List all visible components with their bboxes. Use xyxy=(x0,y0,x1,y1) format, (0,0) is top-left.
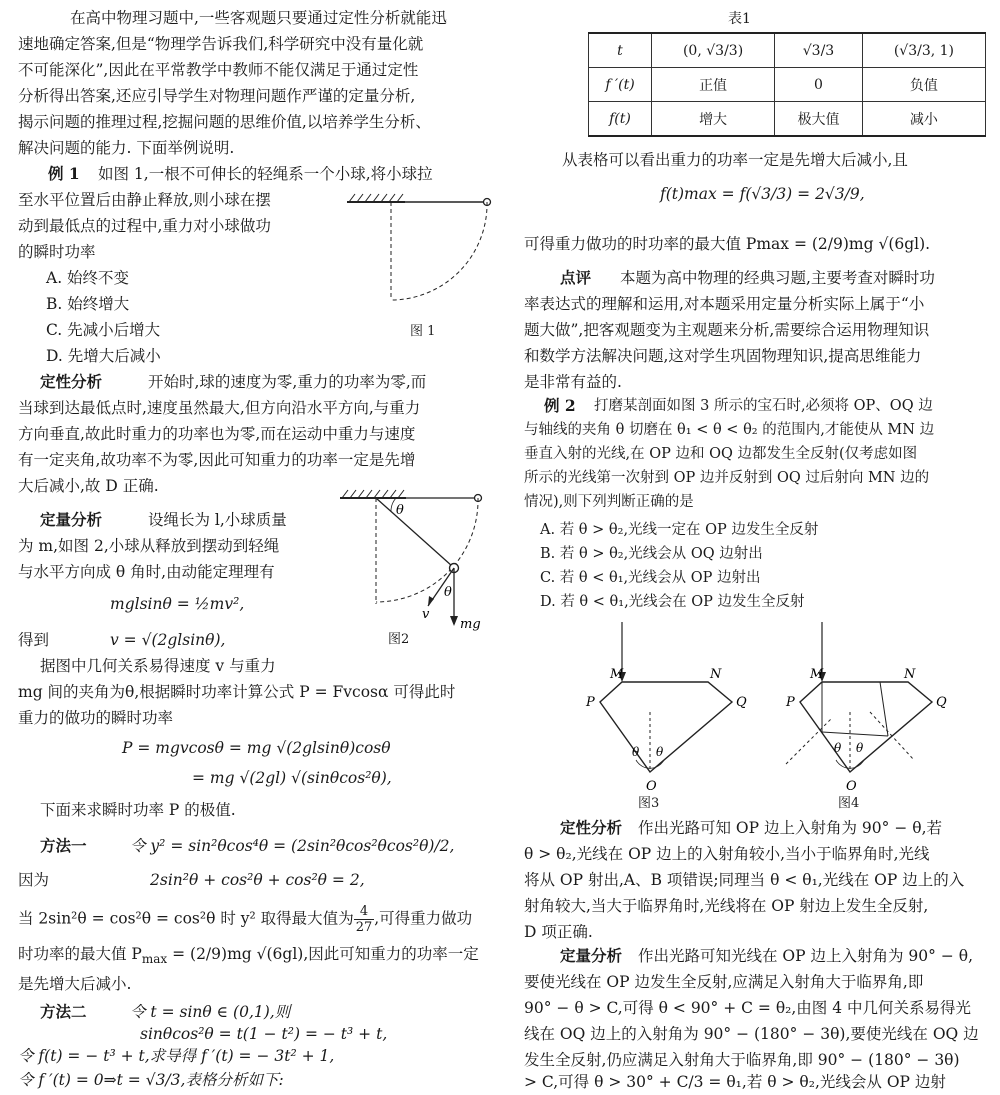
qualitative-text: θ > θ₂,光线在 OP 边上的入射角较小,当小于临界角时,光线 xyxy=(524,845,930,863)
pmax-conclusion: 是先增大后减小. xyxy=(18,975,132,993)
example-1-text: 至水平位置后由静止释放,则小球在摆 xyxy=(18,191,271,209)
equation-power-2: = mg √(2gl) √(sinθcos²θ), xyxy=(192,769,392,787)
table-cell: 极大值 xyxy=(775,102,863,137)
qualitative-text: 将从 OP 射出,A、B 项错误;同理当 θ < θ₁,光线在 OP 边上的入 xyxy=(524,871,965,889)
option-c: C. 先减小后增大 xyxy=(46,321,161,339)
max-condition-b: ,可得重力做功 xyxy=(374,909,473,928)
comment-text: 和数学方法解决问题,这对学生巩固物理知识,提高思维能力 xyxy=(524,347,922,365)
table-header-cell: √3/3 xyxy=(775,33,863,68)
quantitative-text: 设绳长为 l,小球质量 xyxy=(148,511,287,529)
option-b: B. 若 θ > θ₂,光线会从 OQ 边射出 xyxy=(540,546,763,562)
qualitative-text: 有一定夹角,故功率不为零,因此可知重力的功率一定是先增 xyxy=(18,451,416,469)
geometry-text: mg 间的夹角为θ,根据瞬时功率计算公式 P = Fvcosα 可得此时 xyxy=(18,683,456,701)
figure-2-gravity-label: mg xyxy=(460,617,481,632)
fraction-denominator: 27 xyxy=(355,920,373,935)
intro-line: 解决问题的能力. 下面举例说明. xyxy=(18,139,235,157)
comment-text: 本题为高中物理的经典习题,主要考查对瞬时功 xyxy=(620,269,935,287)
table-cell: 减小 xyxy=(862,102,985,137)
table-cell: f(t) xyxy=(589,102,652,137)
qualitative-label: 定性分析 xyxy=(560,818,623,837)
intro-line: 不可能深化”,因此在平常教学中教师不能仅满足于通过定性 xyxy=(18,61,419,79)
figure-2-theta-label: θ xyxy=(396,503,404,518)
example-2-text: 所示的光线第一次射到 OP 边并反射到 OQ 过后射向 MN 边的 xyxy=(524,470,930,486)
quantitative-text: 与水平方向成 θ 角时,由动能定理理有 xyxy=(18,563,275,581)
max-condition-text xyxy=(18,904,472,935)
method-2-label: 方法二 xyxy=(40,1002,87,1021)
quantitative-text: 要使光线在 OP 边发生全反射,应满足入射角大于临界角,即 xyxy=(524,973,924,991)
comment-text: 是非常有益的. xyxy=(524,373,622,391)
figure-4-theta: θ xyxy=(834,741,842,755)
table-cell: 负值 xyxy=(862,68,985,102)
figure-3-label-p: P xyxy=(586,695,595,710)
table-row xyxy=(589,102,986,137)
quantitative-text: > C,可得 θ > 30° + C/3 = θ₁,若 θ > θ₂,光线会从 OP 边射 xyxy=(524,1073,946,1091)
fmax-equation: f(t)max = f(√3/3) = 2√3/9, xyxy=(660,185,865,203)
qualitative-text: 当球到达最低点时,速度虽然最大,但方向沿水平方向,与重力 xyxy=(18,399,421,417)
quantitative-text: 线在 OQ 边上的入射角为 90° − (180° − 3θ),要使光线在 OQ 边 xyxy=(524,1025,979,1043)
table-cell: 0 xyxy=(775,68,863,102)
figure-4-theta: θ xyxy=(856,741,864,755)
figure-4-label-p: P xyxy=(786,695,795,710)
method-2-equation-3: 令 f(t) = − t³ + t,求导得 f ′(t) = − 3t² + 1, xyxy=(18,1047,335,1065)
figures-3-4 xyxy=(570,620,970,810)
figure-4-label-n: N xyxy=(904,667,916,682)
intro-line: 速地确定答案,但是“物理学告诉我们,科学研究中没有量化就 xyxy=(18,35,424,53)
figure-3 xyxy=(585,622,747,794)
table-header-cell: t xyxy=(589,33,652,68)
comment-text: 题大做”,把客观题变为主观题来分析,需要综合运用物理知识 xyxy=(524,321,930,339)
intro-line: 分析得出答案,还应引导学生对物理问题作严谨的定量分析, xyxy=(18,87,416,105)
figure-4-label-q: Q xyxy=(936,695,947,710)
figure-3-caption: 图3 xyxy=(638,796,660,811)
pmax-equation: 可得重力做功的时功率的最大值 Pmax = (2/9)mg √(6gl). xyxy=(524,235,931,253)
derivative-table xyxy=(588,32,986,137)
qualitative-text: 大后减小,故 D 正确. xyxy=(18,477,159,495)
figure-3-label-n: N xyxy=(710,667,722,682)
extreme-value-text: 下面来求瞬时功率 P 的极值. xyxy=(40,801,236,819)
method-2-equation: 令 t = sinθ ∈ (0,1),则 xyxy=(130,1003,291,1021)
method-2-equation-2: sinθcos²θ = t(1 − t²) = − t³ + t, xyxy=(140,1025,388,1043)
figure-3-label-m: M xyxy=(610,667,624,682)
equation-velocity: v = √(2glsinθ), xyxy=(110,631,226,649)
comment-text: 率表达式的理解和运用,对本题采用定量分析实际上属于“小 xyxy=(524,295,925,313)
table-row xyxy=(589,68,986,102)
option-c: C. 若 θ < θ₁,光线会从 OP 边射出 xyxy=(540,570,761,586)
table-title: 表1 xyxy=(728,11,751,27)
figure-4-caption: 图4 xyxy=(838,796,860,811)
qualitative-text: 射角较大,当大于临界角时,光线将在 OP 射边上发生全反射, xyxy=(524,897,929,915)
quantitative-label: 定量分析 xyxy=(560,946,623,965)
figure-2-caption: 图2 xyxy=(388,632,410,647)
method-1-equation: 令 y² = sin²θcos⁴θ = (2sin²θcos²θcos²θ)/2, xyxy=(130,837,455,855)
comment-label: 点评 xyxy=(560,268,592,287)
quantitative-label: 定量分析 xyxy=(40,510,103,529)
qualitative-label: 定性分析 xyxy=(40,372,103,391)
geometry-text: 据图中几何关系易得速度 v 与重力 xyxy=(40,657,276,675)
option-d: D. 先增大后减小 xyxy=(46,347,161,365)
example-2-text: 情况),则下列判断正确的是 xyxy=(524,494,694,510)
pmax-text-b: = (2/9)mg √(6gl),因此可知重力的功率一定 xyxy=(172,945,479,963)
example-2-label: 例 2 xyxy=(544,396,576,415)
equation-power: P = mgvcosθ = mg √(2glsinθ)cosθ xyxy=(122,739,391,757)
option-d: D. 若 θ < θ₁,光线会在 OP 边发生全反射 xyxy=(540,594,805,610)
option-a: A. 若 θ > θ₂,光线一定在 OP 边发生全反射 xyxy=(540,522,819,538)
table-row xyxy=(589,33,986,68)
qualitative-text: 作出光路可知 OP 边上入射角为 90° − θ,若 xyxy=(638,819,942,837)
figure-1-caption: 图 1 xyxy=(410,324,436,339)
equation-energy: mglsinθ = ½mv², xyxy=(110,595,245,613)
quantitative-text: 作出光路可知光线在 OP 边上入射角为 90° − θ, xyxy=(638,947,973,965)
example-2-text: 打磨某剖面如图 3 所示的宝石时,必须将 OP、OQ 边 xyxy=(594,398,933,414)
quantitative-text: 为 m,如图 2,小球从释放到摆动到轻绳 xyxy=(18,537,280,555)
example-1-text: 的瞬时功率 xyxy=(18,243,96,261)
qualitative-text: 开始时,球的速度为零,重力的功率为零,而 xyxy=(148,373,427,391)
figure-2 xyxy=(336,484,496,634)
after-table-text: 从表格可以看出重力的功率一定是先增大后减小,且 xyxy=(562,151,908,169)
max-condition-a: 当 2sin²θ = cos²θ = cos²θ 时 y² 取得最大值为 xyxy=(18,909,354,928)
table-cell: f ′(t) xyxy=(589,68,652,102)
example-1-label: 例 1 xyxy=(48,164,80,183)
example-1-text: 如图 1,一根不可伸长的轻绳系一个小球,将小球拉 xyxy=(98,165,433,183)
figure-4 xyxy=(785,622,947,794)
table-header-cell: (√3/3, 1) xyxy=(862,33,985,68)
max-value-fraction xyxy=(354,904,375,935)
example-1-text: 动到最低点的过程中,重力对小球做功 xyxy=(18,217,271,235)
option-a: A. 始终不变 xyxy=(46,269,130,287)
figure-1 xyxy=(343,190,493,320)
quantitative-text: 发生全反射,仍应满足入射角大于临界角,即 90° − (180° − 3θ) xyxy=(524,1051,960,1069)
result-label: 得到 xyxy=(18,631,50,649)
intro-line: 揭示问题的推理过程,挖掘问题的思维价值,以培养学生分析、 xyxy=(18,113,431,131)
figure-2-theta-label: θ xyxy=(444,585,452,600)
pmax-text-a: 时功率的最大值 P xyxy=(18,945,142,963)
method-2-equation-4: 令 f ′(t) = 0⇒t = √3/3,表格分析如下: xyxy=(18,1071,284,1089)
example-2-text: 垂直入射的光线,在 OP 边和 OQ 边都发生全反射(仅考虑如图 xyxy=(524,446,918,462)
option-b: B. 始终增大 xyxy=(46,295,130,313)
pmax-subscript: max xyxy=(141,952,168,967)
because-equation: 2sin²θ + cos²θ + cos²θ = 2, xyxy=(150,871,365,889)
intro-line: 在高中物理习题中,一些客观题只要通过定性分析就能迅 xyxy=(70,9,447,27)
because-label: 因为 xyxy=(18,871,50,889)
figure-4-label-o: O xyxy=(846,779,857,794)
qualitative-text: 方向垂直,故此时重力的功率也为零,而在运动中重力与速度 xyxy=(18,425,416,443)
figure-3-label-q: Q xyxy=(736,695,747,710)
table-cell: 正值 xyxy=(652,68,775,102)
figure-3-label-o: O xyxy=(646,779,657,794)
example-2-text: 与轴线的夹角 θ 切磨在 θ₁ < θ < θ₂ 的范围内,才能使从 MN 边 xyxy=(524,422,935,438)
figure-2-velocity-label: v xyxy=(422,607,430,622)
qualitative-text: D 项正确. xyxy=(524,923,593,941)
method-1-label: 方法一 xyxy=(40,836,87,855)
quantitative-text: 90° − θ > C,可得 θ < 90° + C = θ₂,由图 4 中几何关系易得光 xyxy=(524,999,972,1017)
fraction-numerator: 4 xyxy=(354,904,375,920)
table-cell: 增大 xyxy=(652,102,775,137)
figure-3-theta: θ xyxy=(656,745,664,759)
table-header-cell: (0, √3/3) xyxy=(652,33,775,68)
figure-4-label-m: M xyxy=(810,667,824,682)
geometry-text: 重力的做功的瞬时功率 xyxy=(18,709,174,727)
pmax-text xyxy=(18,944,479,969)
figure-3-theta: θ xyxy=(632,745,640,759)
